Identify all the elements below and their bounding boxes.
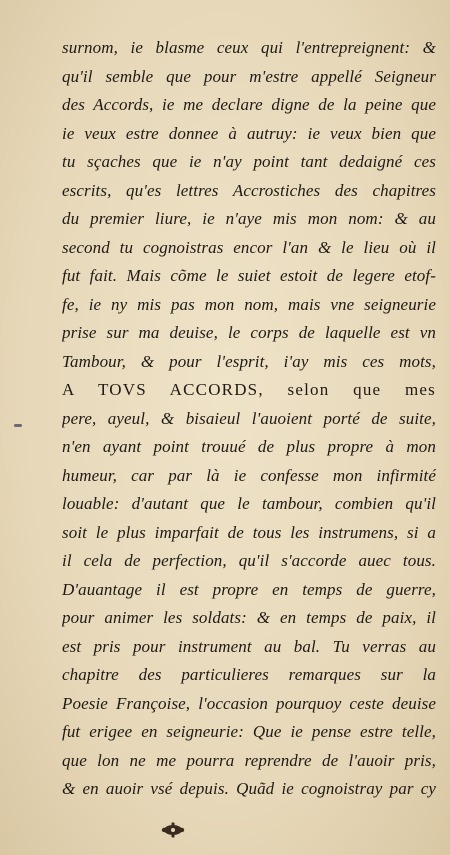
- text-line: prise sur ma deuise, le corps de laquelle est vn: [62, 323, 436, 342]
- text-line: n'en ayant point trouué de plus propre à mon: [62, 437, 436, 456]
- text-line: chapitre des particulieres remarques sur la: [62, 665, 436, 684]
- text-line: surnom, ie blasme ceux qui l'entrepreignent: &: [62, 38, 436, 57]
- text-line: Tambour, & pour l'esprit, i'ay mis ces mots,: [62, 351, 436, 371]
- text-line: il cela de perfection, qu'il s'accorde auec tous.: [62, 551, 436, 570]
- text-line: humeur, car par là ie confesse mon infirmité: [62, 465, 436, 485]
- text-line: pour animer les soldats: & en temps de paix, il: [62, 608, 436, 627]
- text-line: Poesie Françoise, l'occasion pourquoy ceste deuise: [62, 693, 436, 713]
- ornament-icon: [160, 822, 186, 838]
- text-line: escrits, qu'es lettres Accrostiches des chapitres: [62, 180, 436, 200]
- text-line: qu'il semble que pour m'estre appellé Seigneur: [62, 66, 436, 86]
- text-line: louable: d'autant que le tambour, combien qu'il: [62, 494, 436, 513]
- text-line: pere, ayeul, & bisaieul l'auoient porté de suite,: [62, 408, 436, 428]
- text-line: fut erigee en seigneurie: Que ie pense estre telle,: [62, 722, 436, 741]
- text-line: & en auoir vsé depuis. Quãd ie cognoistray par cy: [62, 779, 436, 798]
- text-line: que lon ne me pourra reprendre de l'auoir pris,: [62, 750, 436, 770]
- text-line: fe, ie ny mis pas mon nom, mais vne seigneurie: [62, 294, 436, 314]
- text-line: soit le plus imparfait de tous les instrumens, si a: [62, 522, 436, 542]
- text-line: second tu cognoistras encor l'an & le lieu où il: [62, 237, 436, 257]
- text-line: est pris pour instrument au bal. Tu verras au: [62, 636, 436, 656]
- text-line-motto: A TOVS ACCORDS, selon que mes: [62, 380, 436, 399]
- text-line: ie veux estre donnee à autruy: ie veux bien que: [62, 123, 436, 143]
- text-line: D'auantage il est propre en temps de guerre,: [62, 579, 436, 599]
- text-line: tu sçaches que ie n'ay point tant dedaigné ces: [62, 152, 436, 171]
- body-text: [62, 34, 436, 804]
- text-line: du premier liure, ie n'aye mis mon nom: & au: [62, 209, 436, 228]
- text-line: fut fait. Mais cõme le suiet estoit de legere etof-: [62, 266, 436, 285]
- margin-mark: [14, 424, 22, 427]
- text-line: des Accords, ie me declare digne de la peine que: [62, 95, 436, 114]
